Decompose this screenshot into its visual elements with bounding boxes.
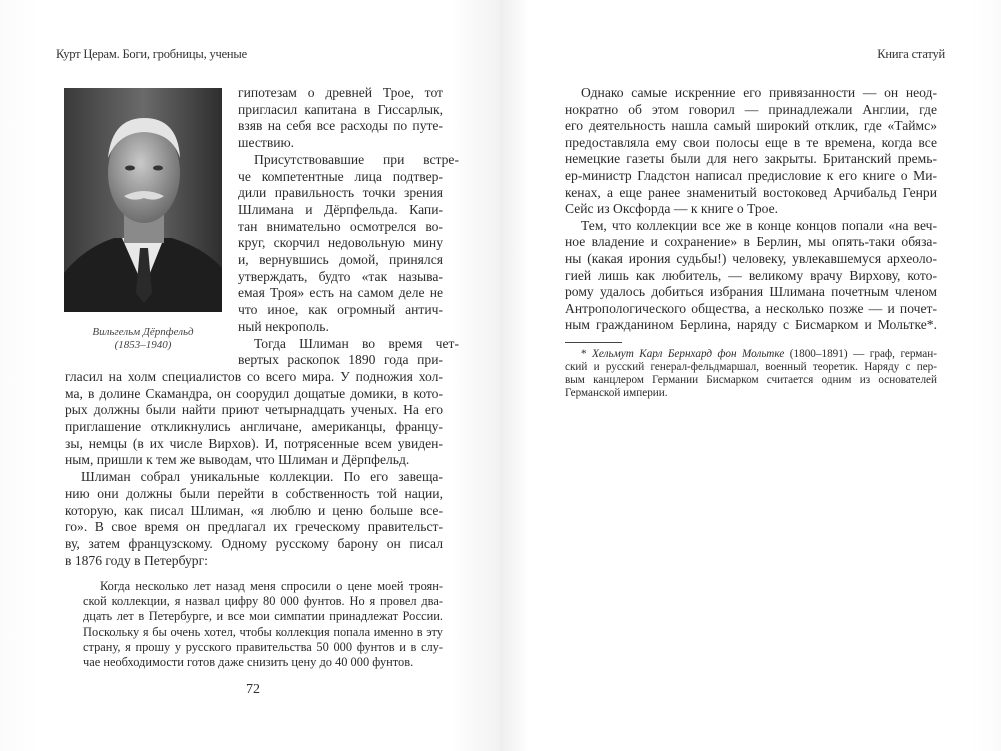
text-line: в 1876 году в Петербург: — [65, 552, 208, 568]
text-line: нократно об этом говорил — принадлежали Англии, где — [565, 101, 937, 117]
text-line: гласил на холм специалистов со всего мира. У подножия хол- — [65, 368, 443, 384]
text-line: зы, немцы (в их числе Вирхов). И, потрясенные всем увиден- — [65, 435, 443, 451]
footnote-text: (1800–1891) — граф, герман- — [789, 348, 937, 360]
text-line: приглашение откликнулись англичане, американцы, францу- — [65, 419, 443, 435]
quote-line: Поскольку я бы очень хотел, чтобы коллекция попала именно в эту — [83, 624, 443, 639]
text-line: дили правильность точки зрения — [238, 185, 443, 201]
text-line: шествию. — [238, 135, 295, 151]
text-line: немецкие газеты были для него закрыты. Британский премь- — [565, 151, 937, 167]
quote-line: чае необходимости готов даже снизить цену до 40 000 фунтов. — [83, 655, 414, 670]
running-head-left: Курт Церам. Боги, гробницы, ученые — [56, 47, 247, 61]
text-line: тан внимательно осмотрелся во- — [238, 218, 443, 234]
text-line: гипотезам о древней Трое, тот — [238, 85, 443, 100]
text-line: Тогда Шлиман во время чет- — [254, 335, 459, 351]
text-line: ным гражданином Берлина, наряду с Бисмарком и Мольтке*. — [565, 317, 937, 333]
footnote — [565, 348, 937, 400]
text-line: ма, в долине Скамандра, он соорудил дощатые домики, в кото- — [65, 385, 443, 401]
text-line: Шлимана и Дёрпфельда. Капи- — [238, 201, 443, 217]
text-line: Шлиман собрал уникальные коллекции. По его завеща- — [81, 469, 443, 485]
text-line: Антропологического общества, а несколько позже — и почет- — [565, 300, 937, 316]
footnote-marker: * — [581, 348, 587, 360]
caption-years: (1853–1940) — [114, 339, 172, 351]
text-line: кенах, а еще ранее знаменитый востоковед Арчибальд Генри — [565, 184, 937, 200]
text-line: которую, как писал Шлиман, «я люблю и ценю больше все- — [65, 502, 443, 518]
text-line: Сейс из Оксфорда — к книге о Трое. — [565, 201, 779, 217]
text-line: утверждать, будто «так называ- — [238, 268, 443, 284]
text-line: круг, скорчил недовольную мину — [238, 235, 443, 251]
quote-line: Когда несколько лет назад меня спросили о цене моей троян- — [100, 579, 443, 593]
running-head-right: Книга статуй — [877, 47, 945, 61]
text-line: нию они должны были перейти в собственность той нации, — [65, 485, 443, 501]
text-line: вертых раскопок 1890 года при- — [238, 352, 443, 368]
text-line: предоставляла ему свои полосы еще в те времена, когда все — [565, 134, 937, 150]
text-line: ву, затем французскому. Одному русскому барону он писал — [65, 535, 443, 551]
right-body-text — [565, 85, 937, 334]
footnote-line: вым канцлером Германии Бисмарком считается одним из основателей — [565, 374, 937, 386]
text-line: че компетентные лица подтвер- — [238, 168, 443, 184]
text-line: емая Троя» есть на самом деле не — [238, 285, 443, 301]
left-body-text — [65, 85, 459, 569]
text-line: Тем, что коллекции все же в конце концов попали «на веч- — [581, 217, 937, 233]
footnote-line — [565, 348, 937, 361]
quote-line: страну, я прошу у русского правительства 50 000 фунтов и в слу- — [83, 639, 443, 654]
text-line: ер-министр Гладстон написал предисловие к его книге о Ми- — [565, 167, 937, 183]
text-line: Присутствовавшие при встре- — [254, 151, 459, 167]
footnote-name: Хельмут Карл Бернхард фон Мольтке — [592, 348, 785, 360]
text-line: пригласил капитана в Гиссарлык, — [238, 101, 443, 117]
text-line: рому удалось добиться избрания Шлимана почетным членом — [565, 284, 937, 300]
text-line: взяв на себя все расходы по путе- — [238, 118, 443, 134]
text-line: го». В свое время он предлагал их греческому правительст- — [65, 519, 443, 535]
block-quote — [83, 579, 443, 670]
text-line: ное владение и сохранение» в Берлин, мы опять-таки обяза- — [565, 234, 937, 250]
text-line: ный некрополь. — [238, 318, 329, 334]
footnote-divider — [565, 342, 622, 343]
footnote-line: Германской империи. — [565, 387, 668, 399]
text-line: ны (какая ирония судьбы!) человеку, увлекавшемуся археоло- — [565, 250, 937, 266]
footnote-line: ский и русский генерал-фельдмаршал, военный теоретик. Наряду с пер- — [565, 361, 937, 373]
text-line: и, вернувшись домой, принялся — [238, 252, 443, 268]
page-number: 72 — [246, 682, 260, 697]
quote-line: ской коллекции, я назвал цифру 80 000 фунтов. Но я провел два- — [83, 594, 443, 609]
caption-name: Вильгельм Дёрпфельд — [92, 326, 194, 338]
text-line: его деятельность нашла самый широкий отклик, где «Таймс» — [565, 118, 937, 134]
quote-line: дцать лет в Петербурге, и все мои симпатии принадлежат России. — [83, 609, 443, 624]
text-line: гией лишь как любитель, — великому врачу Вирхову, кото- — [565, 267, 937, 283]
left-page — [0, 0, 500, 751]
text-line: что иное, как огромный антич- — [238, 302, 443, 318]
text-line: рых должны были найти приют четырнадцать ученых. На его — [65, 402, 443, 418]
text-line: Однако самые искренние его привязанности — он неод- — [581, 85, 937, 100]
text-line: ным, пришли к тем же выводам, что Шлиман и Дёрпфельд. — [65, 452, 410, 468]
